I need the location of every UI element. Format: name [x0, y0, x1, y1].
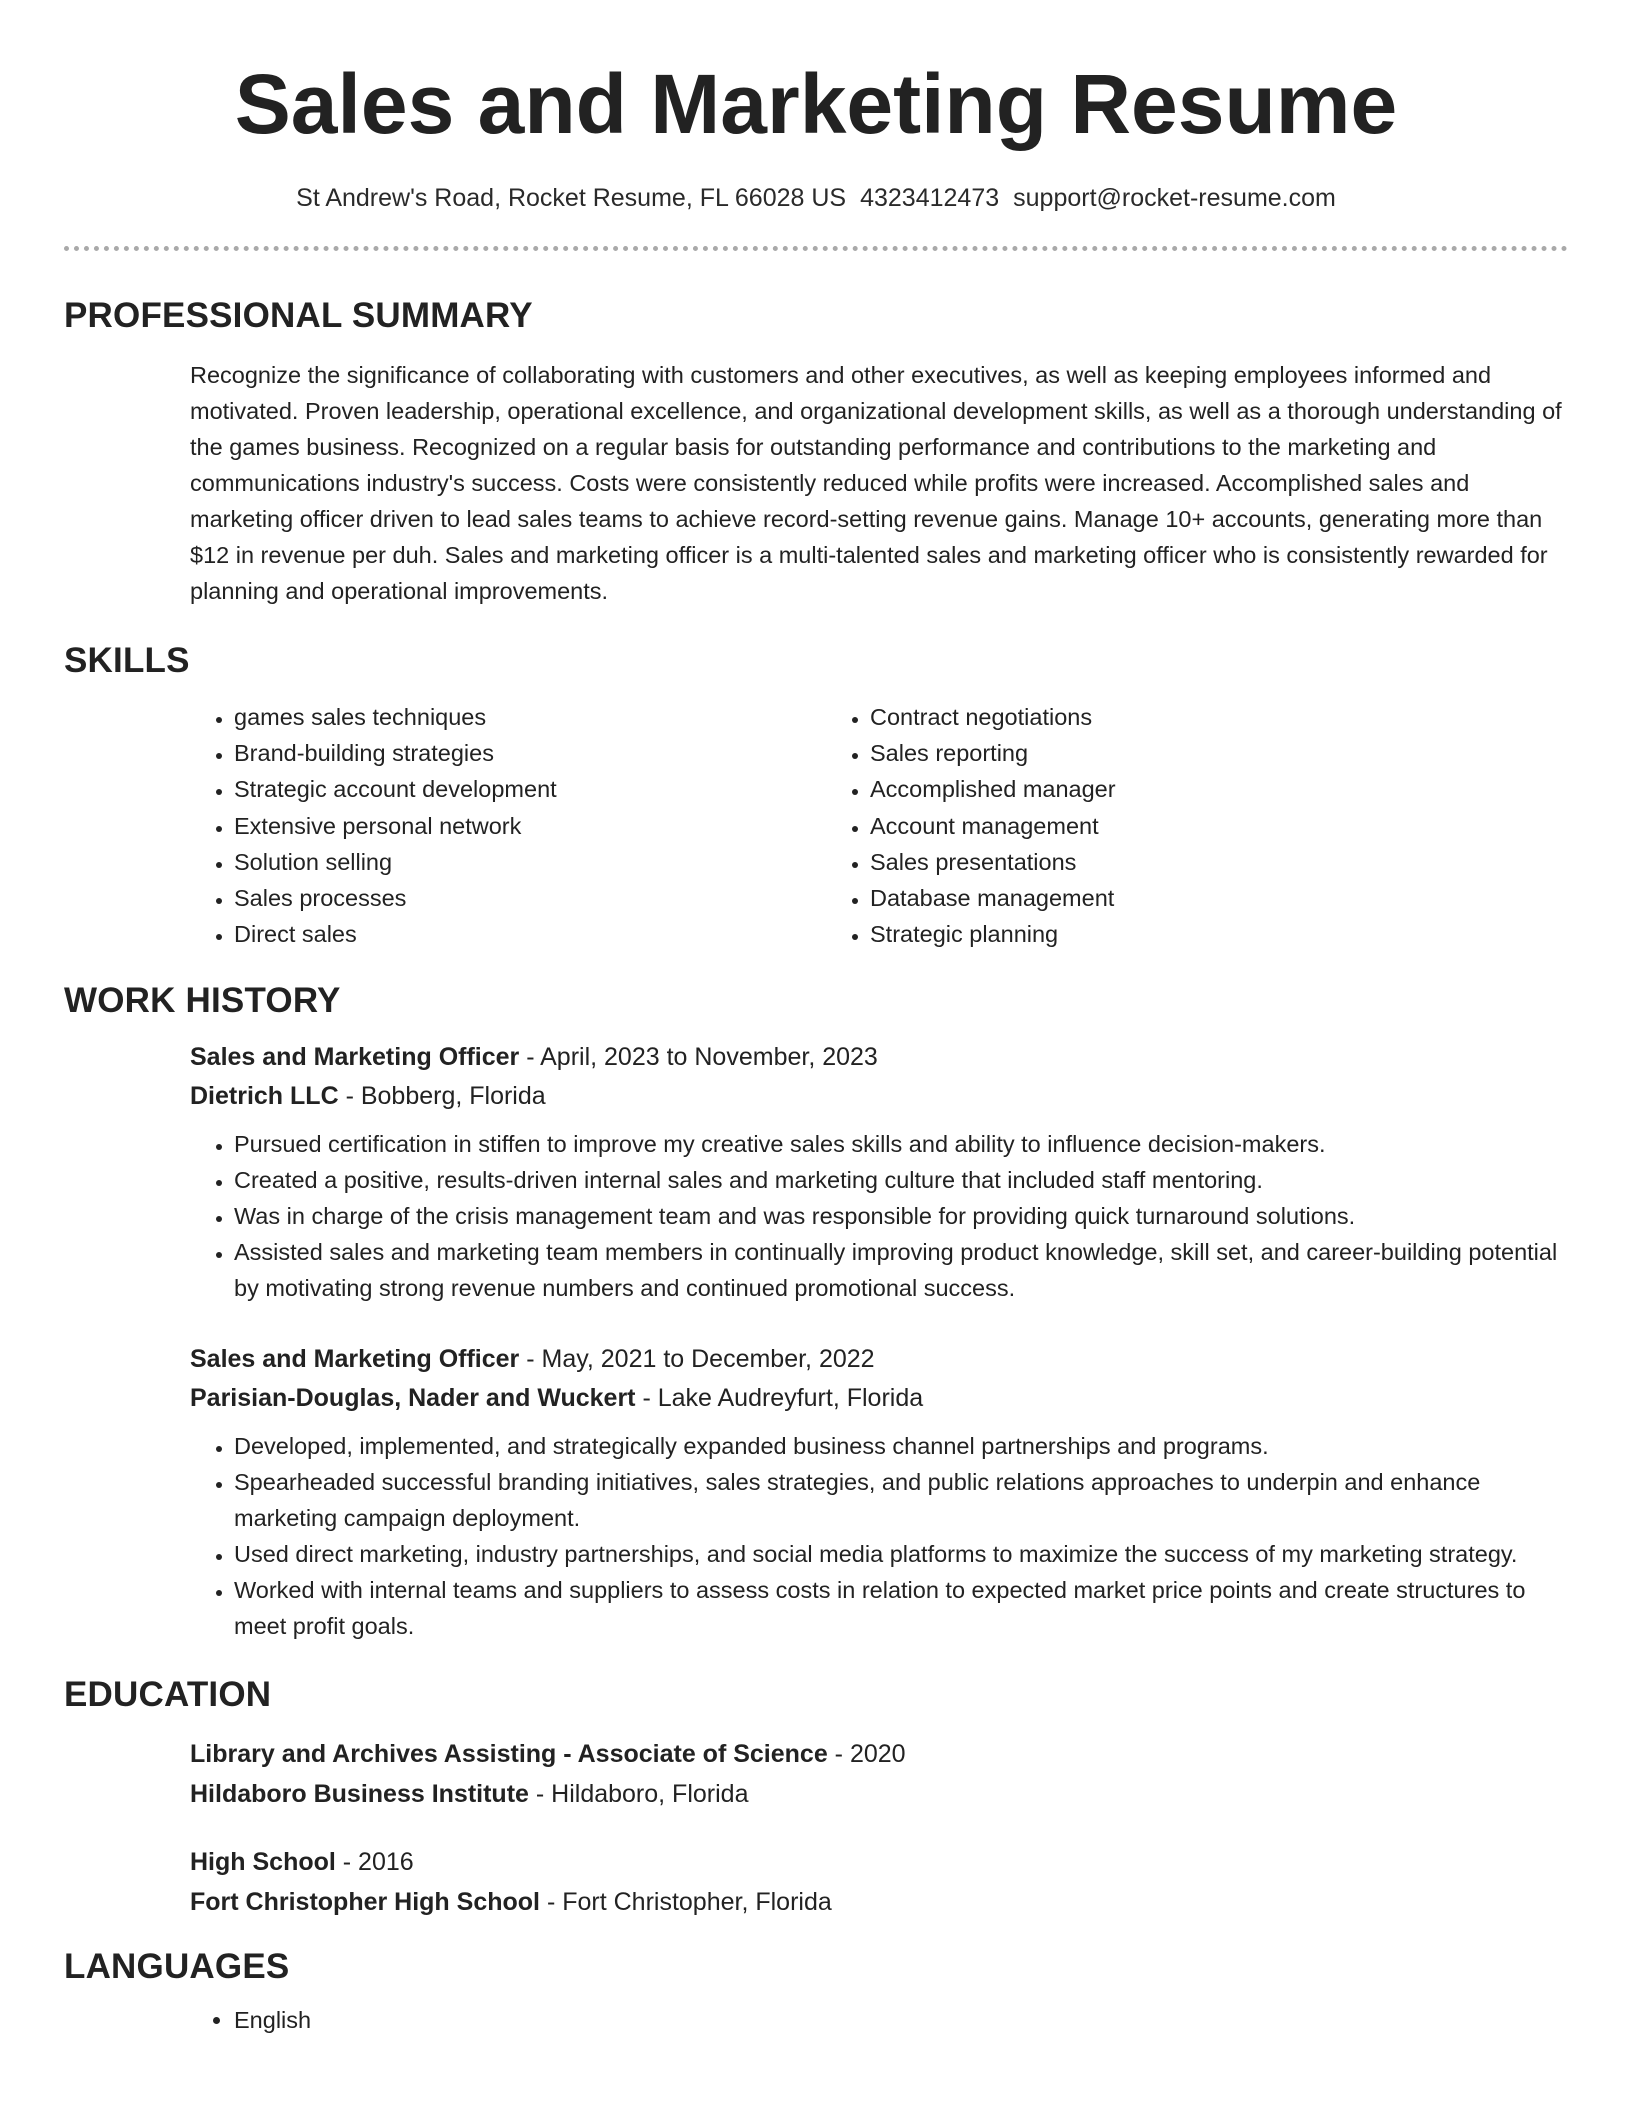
skills-section	[64, 640, 1568, 952]
job-bullet: • Pursued certification in stiffen to improve my creative sales skills and ability to influence decision-makers.	[234, 1126, 1568, 1162]
job-company-line	[190, 1379, 1568, 1418]
resume-title: Sales and Marketing Resume	[234, 57, 1398, 151]
education-year: - 2016	[335, 1848, 414, 1877]
job-entry	[190, 1038, 1568, 1306]
job-location: - Lake Audreyfurt, Florida	[635, 1384, 924, 1413]
skill-item: • Account management	[870, 808, 1462, 844]
job-bullets	[190, 1126, 1568, 1306]
skill-item: • Sales presentations	[870, 844, 1462, 880]
languages-section	[64, 1946, 1568, 2038]
education-school-line	[190, 1774, 1568, 1814]
education-degree-line	[190, 1734, 1568, 1774]
summary-text: Recognize the significance of collaborating with customers and other executives, as well as keeping employees informed and motivated. Proven leadership, operational excellence, and organizational development skills, as well as a thorough understanding of the games business. Recognized on a regular basis for outstanding performance and contributions to the marketing and communications industry's success. Costs were consistently reduced while profits were increased. Accomplished sales and marketing officer driven to lead sales teams to achieve record-setting revenue gains. Manage 10+ accounts, generating more than $12 in revenue per duh. Sales and marketing officer is a multi-talented sales and marketing officer who is consistently rewarded for planning and operational improvements.	[190, 362, 1562, 604]
job-title: Sales and Marketing Officer	[190, 1345, 520, 1374]
work-history-heading: WORK HISTORY	[64, 981, 341, 1021]
resume-page	[64, 0, 1568, 2038]
skill-item: • Contract negotiations	[870, 699, 1462, 735]
summary-section	[64, 295, 1568, 609]
job-bullet: • Developed, implemented, and strategically expanded business channel partnerships and programs.	[234, 1428, 1568, 1464]
education-body	[190, 1734, 1568, 1922]
education-section	[64, 1674, 1568, 1922]
education-entry	[190, 1734, 1568, 1814]
skills-column-left	[190, 699, 826, 952]
education-heading: EDUCATION	[64, 1675, 272, 1715]
education-school: Fort Christopher High School	[190, 1888, 540, 1917]
education-degree-line	[190, 1842, 1568, 1882]
skill-item: • Database management	[870, 880, 1462, 916]
education-school: Hildaboro Business Institute	[190, 1780, 529, 1809]
skill-item: • games sales techniques	[234, 699, 826, 735]
summary-body	[190, 357, 1568, 609]
contact-phone: 4323412473	[860, 184, 1000, 212]
work-history-body	[190, 1038, 1568, 1644]
contact-address: St Andrew's Road, Rocket Resume, FL 66028 US	[296, 184, 847, 212]
job-company: Dietrich LLC	[190, 1082, 339, 1111]
job-title-line	[190, 1340, 1568, 1379]
skill-item: • Accomplished manager	[870, 771, 1462, 807]
skills-grid	[190, 699, 1568, 952]
work-history-section	[64, 980, 1568, 1644]
skill-item: • Brand-building strategies	[234, 735, 826, 771]
job-bullets	[190, 1428, 1568, 1644]
skill-item: • Direct sales	[234, 916, 826, 952]
skill-item: • Solution selling	[234, 844, 826, 880]
skill-item: • Strategic planning	[870, 916, 1462, 952]
job-company: Parisian-Douglas, Nader and Wuckert	[190, 1384, 636, 1413]
education-location: - Fort Christopher, Florida	[540, 1888, 832, 1917]
education-location: - Hildaboro, Florida	[528, 1780, 749, 1809]
education-entry	[190, 1842, 1568, 1922]
skills-heading: SKILLS	[64, 641, 190, 680]
languages-list	[190, 2002, 1568, 2038]
contact-line	[64, 182, 1568, 214]
job-bullet: • Assisted sales and marketing team members in continually improving product knowledge, skill set, and career-building potential by motivating strong revenue numbers and continued promotional success.	[234, 1234, 1568, 1306]
job-bullet: • Was in charge of the crisis management team and was responsible for providing quick turnaround solutions.	[234, 1198, 1568, 1234]
languages-heading: LANGUAGES	[64, 1947, 290, 1987]
skill-item: • Strategic account development	[234, 771, 826, 807]
languages-body	[190, 2002, 1568, 2038]
job-bullet: • Spearheaded successful branding initiatives, sales strategies, and public relations approaches to underpin and enhance marketing campaign deployment.	[234, 1464, 1568, 1536]
header-divider	[64, 246, 1568, 251]
job-dates: - April, 2023 to November, 2023	[519, 1043, 878, 1072]
job-bullet: • Worked with internal teams and suppliers to assess costs in relation to expected market price points and create structures to meet profit goals.	[234, 1572, 1568, 1644]
language-item: • English	[234, 2002, 1568, 2038]
education-degree: High School	[190, 1848, 336, 1877]
education-school-line	[190, 1882, 1568, 1922]
education-degree: Library and Archives Assisting - Associate of Science	[190, 1740, 828, 1769]
job-bullet: • Used direct marketing, industry partnerships, and social media platforms to maximize the success of my marketing strategy.	[234, 1536, 1568, 1572]
education-year: - 2020	[827, 1740, 906, 1769]
job-title: Sales and Marketing Officer	[190, 1043, 520, 1072]
skill-item: • Sales reporting	[870, 735, 1462, 771]
summary-heading: PROFESSIONAL SUMMARY	[64, 296, 533, 335]
contact-email[interactable]: support@rocket-resume.com	[1013, 184, 1336, 212]
job-location: - Bobberg, Florida	[338, 1082, 546, 1111]
skills-column-right	[826, 699, 1462, 952]
job-title-line	[190, 1038, 1568, 1077]
job-bullet: • Created a positive, results-driven internal sales and marketing culture that included staff mentoring.	[234, 1162, 1568, 1198]
job-dates: - May, 2021 to December, 2022	[519, 1345, 875, 1374]
job-entry	[190, 1340, 1568, 1644]
job-company-line	[190, 1077, 1568, 1116]
skill-item: • Sales processes	[234, 880, 826, 916]
skill-item: • Extensive personal network	[234, 808, 826, 844]
